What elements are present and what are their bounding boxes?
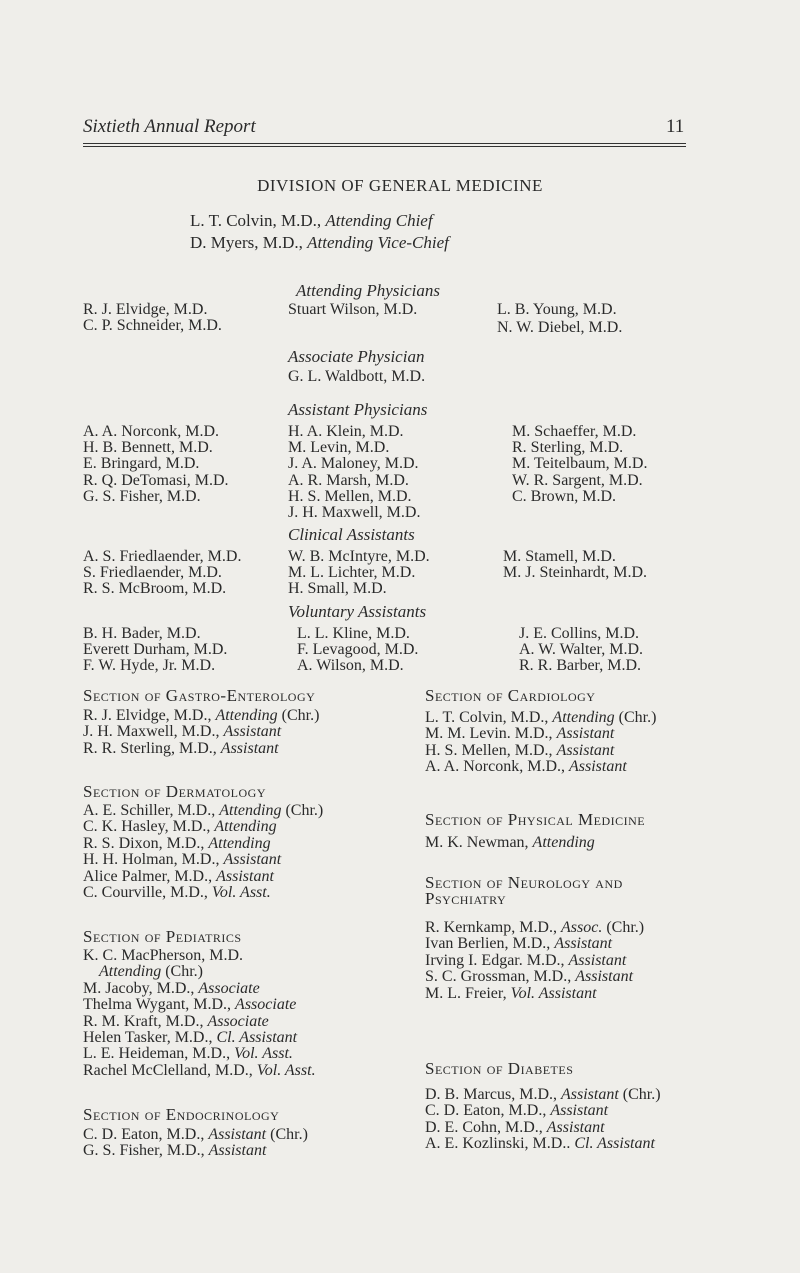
- clinical-right-list: [503, 549, 647, 581]
- list-item: N. W. Diebel, M.D.: [497, 319, 623, 337]
- entry: Rachel McClelland, M.D., Vol. Asst.: [83, 1061, 316, 1079]
- list-item: C. Brown, M.D.: [512, 487, 617, 505]
- entry: H. H. Holman, M.D., Assistant: [83, 851, 282, 869]
- entry: L. T. Colvin, M.D., Attending (Chr.): [425, 709, 657, 726]
- assistant-left-list: [83, 424, 229, 505]
- entry: L. E. Heideman, M.D., Vol. Asst.: [83, 1045, 293, 1063]
- section-cardiology-entries: [425, 710, 656, 776]
- entry: D. E. Cohn, M.D., Assistant: [425, 1118, 605, 1136]
- attending-center-list: [288, 302, 417, 318]
- entry: Helen Tasker, M.D., Cl. Assistant: [83, 1029, 298, 1047]
- list-item: H. B. Bennett, M.D.: [83, 439, 213, 457]
- entry: G. S. Fisher, M.D., Assistant: [83, 1142, 267, 1160]
- list-item: Everett Durham, M.D.: [83, 641, 228, 659]
- list-item: B. H. Bader, M.D.: [83, 625, 201, 642]
- vice-chief-line: D. Myers, M.D., Attending Vice-Chief: [190, 233, 449, 252]
- list-item: M. Schaeffer, M.D.: [512, 423, 637, 440]
- section-physical-medicine-entries: [425, 835, 595, 851]
- list-item: A. A. Norconk, M.D.: [83, 423, 219, 440]
- entry: H. S. Mellen, M.D., Assistant: [425, 741, 615, 759]
- section-gastro-entries: [83, 708, 319, 757]
- attending-right-list: [497, 302, 622, 336]
- list-item: Stuart Wilson, M.D.: [288, 301, 418, 318]
- entry: A. A. Norconk, M.D., Assistant: [425, 758, 627, 776]
- voluntary-left-list: [83, 626, 227, 675]
- attending-physicians-heading: Attending Physicians: [296, 281, 441, 300]
- entry: C. Courville, M.D., Vol. Asst.: [83, 884, 271, 902]
- associate-physician-name: G. L. Waldbott, M.D.: [288, 368, 426, 385]
- header-rule-bottom: [83, 146, 686, 147]
- entry: Alice Palmer, M.D., Assistant: [83, 867, 274, 885]
- list-item: L. B. Young, M.D.: [497, 301, 617, 318]
- header-rule-top: [83, 143, 686, 144]
- entry: A. E. Schiller, M.D., Attending (Chr.): [83, 802, 324, 819]
- entry: R. M. Kraft, M.D., Associate: [83, 1012, 269, 1030]
- entry: D. B. Marcus, M.D., Assistant (Chr.): [425, 1086, 661, 1103]
- list-item: A. R. Marsh, M.D.: [288, 471, 409, 489]
- list-item: F. W. Hyde, Jr. M.D.: [83, 657, 216, 675]
- section-endocrinology-entries: [83, 1127, 308, 1160]
- entry: C. D. Eaton, M.D., Assistant: [425, 1102, 609, 1120]
- entry: Thelma Wygant, M.D., Associate: [83, 996, 297, 1014]
- entry: M. L. Freier, Vol. Assistant: [425, 984, 597, 1002]
- entry: C. D. Eaton, M.D., Assistant (Chr.): [83, 1126, 308, 1143]
- section-title-pediatrics: Section of Pediatrics: [83, 927, 242, 946]
- list-item: R. Q. DeTomasi, M.D.: [83, 471, 229, 489]
- list-item: S. Friedlaender, M.D.: [83, 564, 222, 582]
- chief-line: L. T. Colvin, M.D., Attending Chief: [190, 211, 433, 230]
- list-item: M. Levin, M.D.: [288, 439, 390, 457]
- list-item: H. Small, M.D.: [288, 580, 387, 598]
- list-item: W. B. McIntyre, M.D.: [288, 548, 430, 565]
- section-diabetes-entries: [425, 1087, 661, 1153]
- entry: M. K. Newman, Attending: [425, 834, 595, 851]
- list-item: M. J. Steinhardt, M.D.: [503, 564, 647, 582]
- entry: J. H. Maxwell, M.D., Assistant: [83, 723, 282, 741]
- entry: M. M. Levin. M.D., Assistant: [425, 725, 615, 743]
- list-item: A. S. Friedlaender, M.D.: [83, 548, 242, 565]
- list-item: L. L. Kline, M.D.: [297, 625, 410, 642]
- associate-physician-heading: Associate Physician: [288, 347, 425, 366]
- section-title-neurology: Section of Neurology and Psychiatry: [425, 873, 623, 908]
- list-item: F. Levagood, M.D.: [297, 641, 419, 659]
- section-title-endocrinology: Section of Endocrinology: [83, 1105, 280, 1124]
- section-pediatrics-entries: [83, 948, 316, 1079]
- list-item: A. W. Walter, M.D.: [519, 641, 643, 659]
- list-item: G. S. Fisher, M.D.: [83, 487, 201, 505]
- list-item: R. J. Elvidge, M.D.: [83, 301, 208, 318]
- attending-left-list: [83, 302, 222, 334]
- entry: R. R. Sterling, M.D., Assistant: [83, 739, 279, 757]
- section-title-cardiology: Section of Cardiology: [425, 686, 596, 705]
- page-number: 11: [666, 116, 685, 137]
- list-item: M. Teitelbaum, M.D.: [512, 455, 648, 473]
- entry: S. C. Grossman, M.D., Assistant: [425, 968, 634, 986]
- voluntary-assistants-heading: Voluntary Assistants: [288, 602, 427, 621]
- list-item: J. A. Maloney, M.D.: [288, 455, 419, 473]
- voluntary-right-list: [519, 626, 643, 675]
- clinical-left-list: [83, 549, 241, 598]
- list-item: R. R. Barber, M.D.: [519, 657, 642, 675]
- division-title: DIVISION OF GENERAL MEDICINE: [257, 176, 543, 195]
- list-item: R. Sterling, M.D.: [512, 439, 624, 457]
- list-item: W. R. Sargent, M.D.: [512, 471, 643, 489]
- assistant-right-list: [512, 424, 647, 505]
- section-title-physical-medicine: Section of Physical Medicine: [425, 810, 646, 829]
- report-title: Sixtieth Annual Report: [83, 116, 256, 137]
- entry: A. E. Kozlinski, M.D.. Cl. Assistant: [425, 1135, 655, 1153]
- entry: Irving I. Edgar. M.D., Assistant: [425, 951, 627, 969]
- entry: K. C. MacPherson, M.D.: [83, 947, 243, 964]
- list-item: A. Wilson, M.D.: [297, 657, 404, 675]
- assistant-center-list: [288, 424, 420, 521]
- list-item: J. E. Collins, M.D.: [519, 625, 640, 642]
- entry: R. S. Dixon, M.D., Attending: [83, 834, 271, 852]
- section-title-diabetes: Section of Diabetes: [425, 1059, 574, 1078]
- entry: Ivan Berlien, M.D., Assistant: [425, 935, 613, 953]
- entry: Attending (Chr.): [99, 963, 203, 981]
- entry: M. Jacoby, M.D., Associate: [83, 979, 260, 997]
- list-item: H. S. Mellen, M.D.: [288, 487, 412, 505]
- entry: R. Kernkamp, M.D., Assoc. (Chr.): [425, 919, 645, 936]
- voluntary-center-list: [297, 626, 418, 675]
- clinical-assistants-heading: Clinical Assistants: [288, 525, 415, 544]
- section-dermatology-entries: [83, 803, 323, 901]
- list-item: M. L. Lichter, M.D.: [288, 564, 416, 582]
- entry: C. K. Hasley, M.D., Attending: [83, 818, 277, 836]
- section-neurology-entries: [425, 920, 644, 1002]
- list-item: H. A. Klein, M.D.: [288, 423, 404, 440]
- entry: R. J. Elvidge, M.D., Attending (Chr.): [83, 707, 320, 724]
- list-item: C. P. Schneider, M.D.: [83, 317, 222, 335]
- section-title-gastro: Section of Gastro-Enterology: [83, 686, 316, 705]
- list-item: E. Bringard, M.D.: [83, 455, 200, 473]
- list-item: R. S. McBroom, M.D.: [83, 580, 227, 598]
- list-item: J. H. Maxwell, M.D.: [288, 504, 421, 522]
- section-title-dermatology: Section of Dermatology: [83, 782, 267, 801]
- assistant-physicians-heading: Assistant Physicians: [288, 400, 428, 419]
- clinical-center-list: [288, 549, 430, 598]
- list-item: M. Stamell, M.D.: [503, 548, 616, 565]
